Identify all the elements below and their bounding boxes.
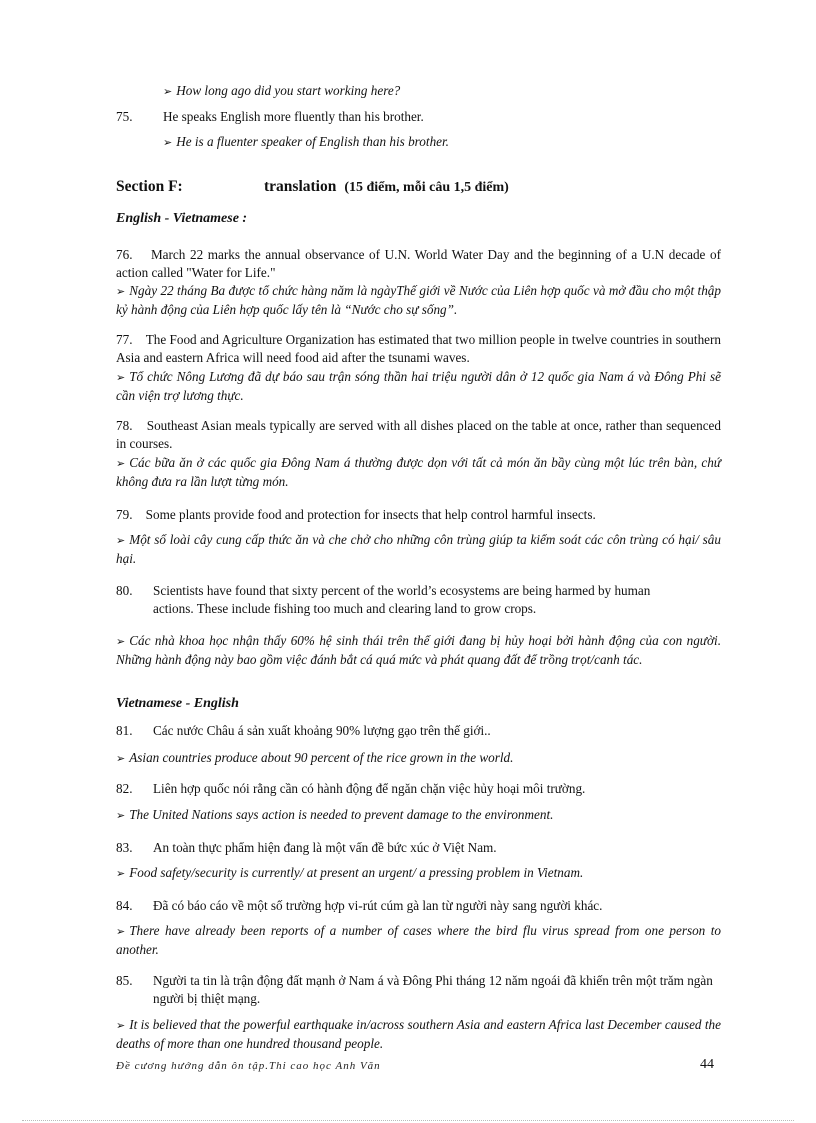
section-points: (15 điểm, mỗi câu 1,5 điểm) <box>344 180 509 195</box>
page-bottom-divider <box>22 1120 794 1121</box>
section-label: Section F: <box>116 178 183 195</box>
answer-85: ➢ It is believed that the powerful earthquake in/across southern Asia and eastern Africa last December caused the deaths of more than one hundred thousand people. <box>116 1017 721 1051</box>
answer-79: ➢ Một số loài cây cung cấp thức ăn và che chở cho những côn trùng giúp ta kiểm soát các côn trùng có hại/ sâu hại. <box>116 532 721 566</box>
arrow-bullet-icon: ➢ <box>116 926 126 938</box>
vi-en-heading: Vietnamese - English <box>116 696 239 711</box>
item-81-number: 81. <box>116 723 133 738</box>
item-83-number: 83. <box>116 840 133 855</box>
answer-75: ➢ He is a fluenter speaker of English than his brother. <box>163 134 449 149</box>
arrow-bullet-icon: ➢ <box>116 1020 126 1032</box>
answer-80: ➢ Các nhà khoa học nhận thấy 60% hệ sinh thái trên thế giới đang bị hủy hoại bởi hành động của con người. Những hành động này bao gồm việc đánh bắt cá quá mức và phát quang đất để trồng trọt/canh tác. <box>116 633 721 667</box>
item-85-text: Người ta tin là trận động đất mạnh ở Nam á và Đông Phi tháng 12 năm ngoái đã khiến trên một trăm ngàn người bị thiệt mạng. <box>153 973 713 1006</box>
arrow-bullet-icon: ➢ <box>163 137 173 149</box>
en-vi-heading: English - Vietnamese : <box>116 211 248 226</box>
arrow-bullet-icon: ➢ <box>116 286 126 298</box>
answer-81: ➢ Asian countries produce about 90 percent of the rice grown in the world. <box>116 750 514 765</box>
section-title: translation <box>264 178 337 195</box>
answer-83: ➢ Food safety/security is currently/ at present an urgent/ a pressing problem in Vietnam. <box>116 865 584 880</box>
item-85-number: 85. <box>116 973 133 988</box>
arrow-bullet-icon: ➢ <box>116 535 126 547</box>
arrow-bullet-icon: ➢ <box>163 86 173 98</box>
item-82-number: 82. <box>116 781 133 796</box>
item-76 <box>116 246 721 282</box>
item-80-number: 80. <box>116 583 133 598</box>
item-79 <box>116 506 721 524</box>
arrow-bullet-icon: ➢ <box>116 753 126 765</box>
item-78 <box>116 417 721 453</box>
answer-82: ➢ The United Nations says action is needed to prevent damage to the environment. <box>116 807 554 822</box>
section-header <box>116 178 183 196</box>
answer-84: ➢ There have already been reports of a number of cases where the bird flu virus spread from one person to another. <box>116 923 721 957</box>
arrow-bullet-icon: ➢ <box>116 810 126 822</box>
item-number: 79. <box>116 507 133 522</box>
item-75-text: He speaks English more fluently than his brother. <box>163 109 424 124</box>
item-83-text: An toàn thực phẩm hiện đang là một vấn đề bức xúc ở Việt Nam. <box>153 840 497 855</box>
item-text: March 22 marks the annual observance of U.N. World Water Day and the beginning of a U.N decade of action called "Water for Life." <box>116 247 721 280</box>
item-text: Southeast Asian meals typically are served with all dishes placed on the table at once, rather than sequenced in courses. <box>116 418 721 451</box>
answer-78: ➢ Các bữa ăn ở các quốc gia Đông Nam á thường được dọn với tất cả món ăn bầy cùng một lúc trên bàn, chứ không đưa ra lần lượt từng món. <box>116 455 721 489</box>
item-number: 77. <box>116 332 133 347</box>
item-number: 78. <box>116 418 133 433</box>
arrow-bullet-icon: ➢ <box>116 868 126 880</box>
footer-text: Đề cương hướng dẫn ôn tập.Thi cao học Anh Văn <box>116 1060 381 1072</box>
arrow-bullet-icon: ➢ <box>116 372 126 384</box>
item-text: The Food and Agriculture Organization has estimated that two million people in twelve countries in southern Asia and eastern Africa will need food aid after the tsunami waves. <box>116 332 721 365</box>
item-text: Some plants provide food and protection for insects that help control harmful insects. <box>145 507 596 522</box>
item-84-number: 84. <box>116 898 133 913</box>
page-number: 44 <box>700 1057 714 1072</box>
answer-74: ➢ How long ago did you start working here? <box>163 83 401 98</box>
item-84-text: Đã có báo cáo về một số trường hợp vi-rút cúm gà lan từ người này sang người khác. <box>153 898 603 913</box>
item-77 <box>116 331 721 367</box>
section-title-wrap <box>264 178 509 196</box>
item-80-text: Scientists have found that sixty percent of the world’s ecosystems are being harmed by human actions. These include fishing too much and clearing land to grow crops. <box>153 583 651 616</box>
item-82-text: Liên hợp quốc nói rằng cần có hành động để ngăn chặn việc hủy hoại môi trường. <box>153 781 586 796</box>
arrow-bullet-icon: ➢ <box>116 458 126 470</box>
item-number: 76. <box>116 247 133 262</box>
answer-76: ➢ Ngày 22 tháng Ba được tổ chức hàng năm là ngàyThế giới về Nước của Liên hợp quốc và mở đầu cho một thập kỷ hành động của Liên hợp quốc lấy tên là “Nước cho sự sống”. <box>116 283 721 317</box>
arrow-bullet-icon: ➢ <box>116 636 126 648</box>
item-81-text: Các nước Châu á sản xuất khoảng 90% lượng gạo trên thế giới.. <box>153 723 491 738</box>
answer-77: ➢ Tổ chức Nông Lương đã dự báo sau trận sóng thần hai triệu người dân ở 12 quốc gia Nam á và Đông Phi sẽ cần viện trợ lương thực. <box>116 369 721 403</box>
item-75-number: 75. <box>116 109 133 124</box>
